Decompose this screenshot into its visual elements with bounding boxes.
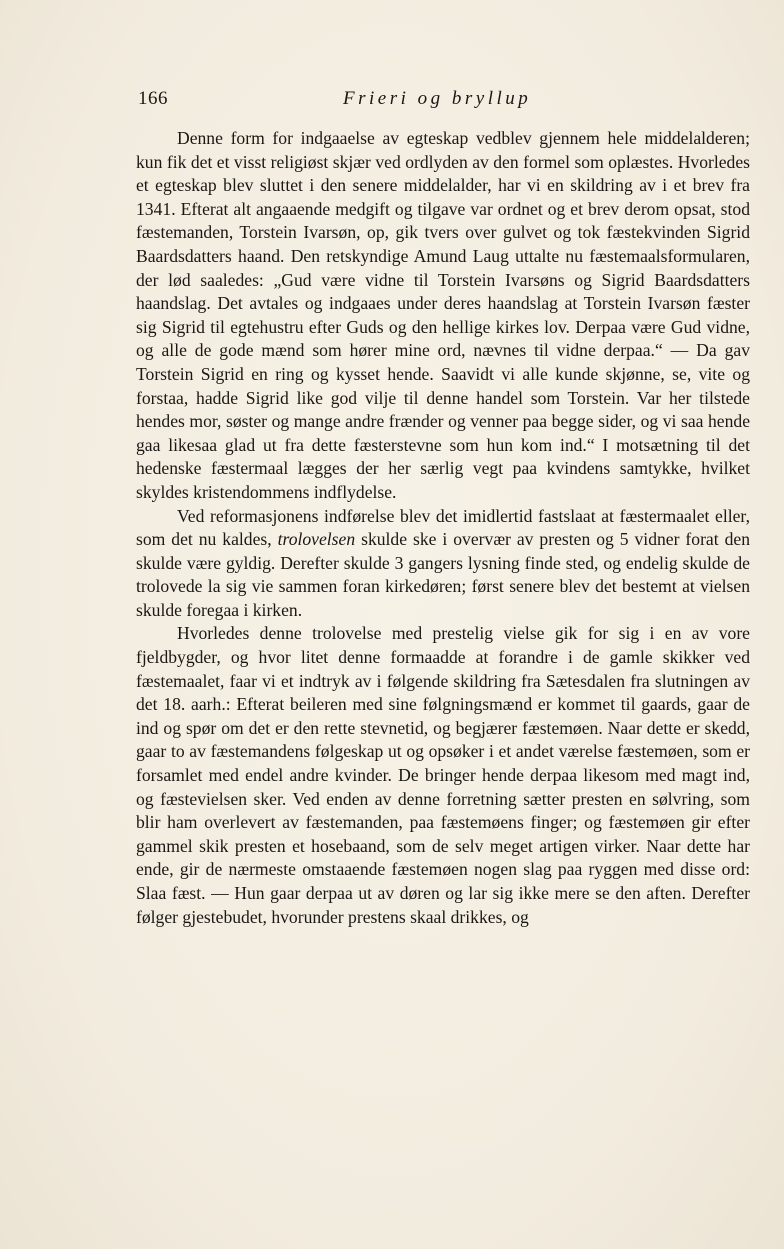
paragraph-2-before: Ved reformasjonens indførelse blev det imidlertid fastslaat at fæstermaalet eller, som det nu kaldes, [136, 505, 750, 550]
paragraph-1: Denne form for indgaaelse av egteskap vedblev gjennem hele middelalderen; kun fik det et visst religiøst skjær ved ordlyden av den formel som oplæstes. Hvorledes et egteskap blev sluttet i den senere middelalder, har vi en skildring av i et brev fra 1341. Efterat alt angaaende medgift og tilgave var ordnet og et brev derom opsat, stod fæstemanden, Torstein Ivarsøn, op, gik tvers over gulvet og tok fæstekvinden Sigrid Baardsdatters haand. Den retskyndige Amund Laug uttalte nu fæstemaalsformularen, der lød saaledes: „Gud være vidne til Torstein Ivarsøns og Sigrid Baardsdatters haandslag. Det avtales og indgaaes under deres haandslag at Torstein Ivarsøn fæster sig Sigrid til egtehustru efter Guds og den hellige kirkes lov. Derpaa være Gud vidne, og alle de gode mænd som hører mine ord, nævnes til vidne derpaa.“ — Da gav Torstein Sigrid en ring og kysset hende. Saavidt vi alle kunde skjønne, se, vite og forstaa, hadde Sigrid like god vilje til denne handel som Torstein. Var her tilstede hendes mor, søster og mange andre frænder og venner paa begge sider, og vi saa hende gaa likesaa glad ut fra dette fæsterstevne som hun kom ind.“ I motsætning til det hedenske fæstermaal lægges der her særlig vegt paa kvindens samtykke, hvilket skyldes kristendommens indflydelse. [136, 128, 750, 502]
emphasized-term-trolovelsen: trolovelsen [277, 529, 356, 550]
running-title: Frieri og bryllup [343, 88, 532, 109]
page-header [138, 88, 748, 114]
paragraph-2 [136, 505, 750, 623]
paragraph-3: Hvorledes denne trolovelse med prestelig vielse gik for sig i en av vore fjeldbygder, og hvor litet denne formaadde at forandre i de gamle skikker ved fæstemaalet, faar vi et indtryk av i følgende skildring fra Sætesdalen fra slutningen av det 18. aarh.: Efterat beileren med sine følgningsmænd er kommet til gaards, gaar de ind og spør om det er den rette stevnetid, og begjærer fæstemøen. Naar dette er skedd, gaar to av fæstemandens følgeskap ut og opsøker i et andet værelse fæstemøen, som er forsamlet med endel andre kvinder. De bringer hende derpaa likesom med magt ind, og fæstevielsen sker. Ved enden av denne forretning sætter presten en sølvring, som blir ham overlevert av fæstemanden, paa fæstemøens finger; og fæstemøen gir efter gammel skik presten et hosebaand, som de selv meget artigen virker. Naar dette har ende, gir de nærmeste omstaaende fæstemøen nogen slag paa ryggen med disse ord: Slaa fæst. — Hun gaar derpaa ut av døren og lar sig ikke mere se den aften. Derefter følger gjestebudet, hvorunder prestens skaal drikkes, og [136, 623, 750, 927]
body-text [136, 127, 750, 929]
page-number: 166 [138, 88, 168, 109]
paragraph-2-after: skulde ske i overvær av presten og 5 vidner forat den skulde være gyldig. Derefter skulde 3 gangers lysning finde sted, og endelig skulde de trolovede la sig vie sammen foran kirkedøren; først senere blev det bestemt at vielsen skulde foregaa i kirken. [136, 529, 750, 620]
